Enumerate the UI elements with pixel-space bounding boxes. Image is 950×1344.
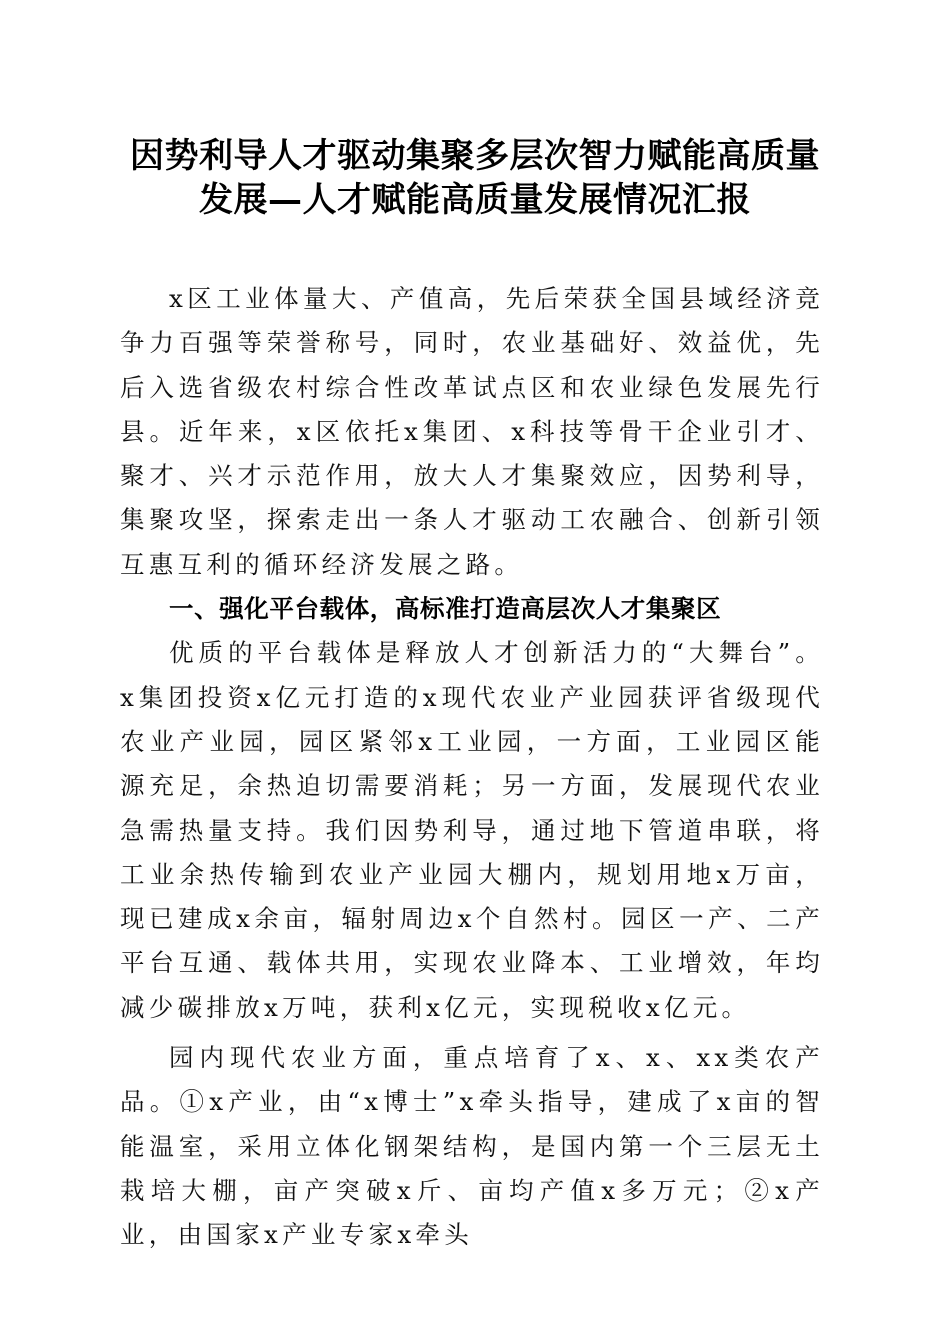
title-line-2: 发展—人才赋能高质量发展情况汇报 — [199, 180, 751, 220]
section-heading-1: 一、强化平台载体，高标准打造高层次人才集聚区 — [169, 594, 722, 624]
section-1-paragraph-2: 园内现代农业方面，重点培育了x、x、xx类农产品。①x产业，由“x博士”x牵头指导，建成了x亩的智能温室，采用立体化钢架结构，是国内第一个三层无土栽培大棚，亩产突破x斤、亩均产值x多万元；②x产业，由国家x产业专家x牵头 — [120, 1043, 824, 1250]
section-1-paragraph-1: 优质的平台载体是释放人才创新活力的“大舞台”。x集团投资x亿元打造的x现代农业产业园获评省级现代农业产业园，园区紧邻x工业园，一方面，工业园区能源充足，余热迫切需要消耗；另一方面，发展现代农业急需热量支持。我们因势利导，通过地下管道串联，将工业余热传输到农业产业园大棚内，规划用地x万亩，现已建成x余亩，辐射周边x个自然村。园区一产、二产平台互通、载体共用，实现农业降本、工业增效，年均减少碳排放x万吨，获利x亿元，实现税收x亿元。 — [120, 638, 824, 1022]
title-line-1: 因势利导人才驱动集聚多层次智力赋能高质量 — [130, 136, 820, 176]
intro-paragraph: x区工业体量大、产值高，先后荣获全国县域经济竞争力百强等荣誉称号，同时，农业基础好、效益优，先后入选省级农村综合性改革试点区和农业绿色发展先行县。近年来，x区依托x集团、x科技等骨干企业引才、聚才、兴才示范作用，放大人才集聚效应，因势利导，集聚攻坚，探索走出一条人才驱动工农融合、创新引领互惠互利的循环经济发展之路。 — [120, 284, 824, 579]
document-body — [120, 277, 824, 1258]
document-title — [110, 134, 840, 222]
